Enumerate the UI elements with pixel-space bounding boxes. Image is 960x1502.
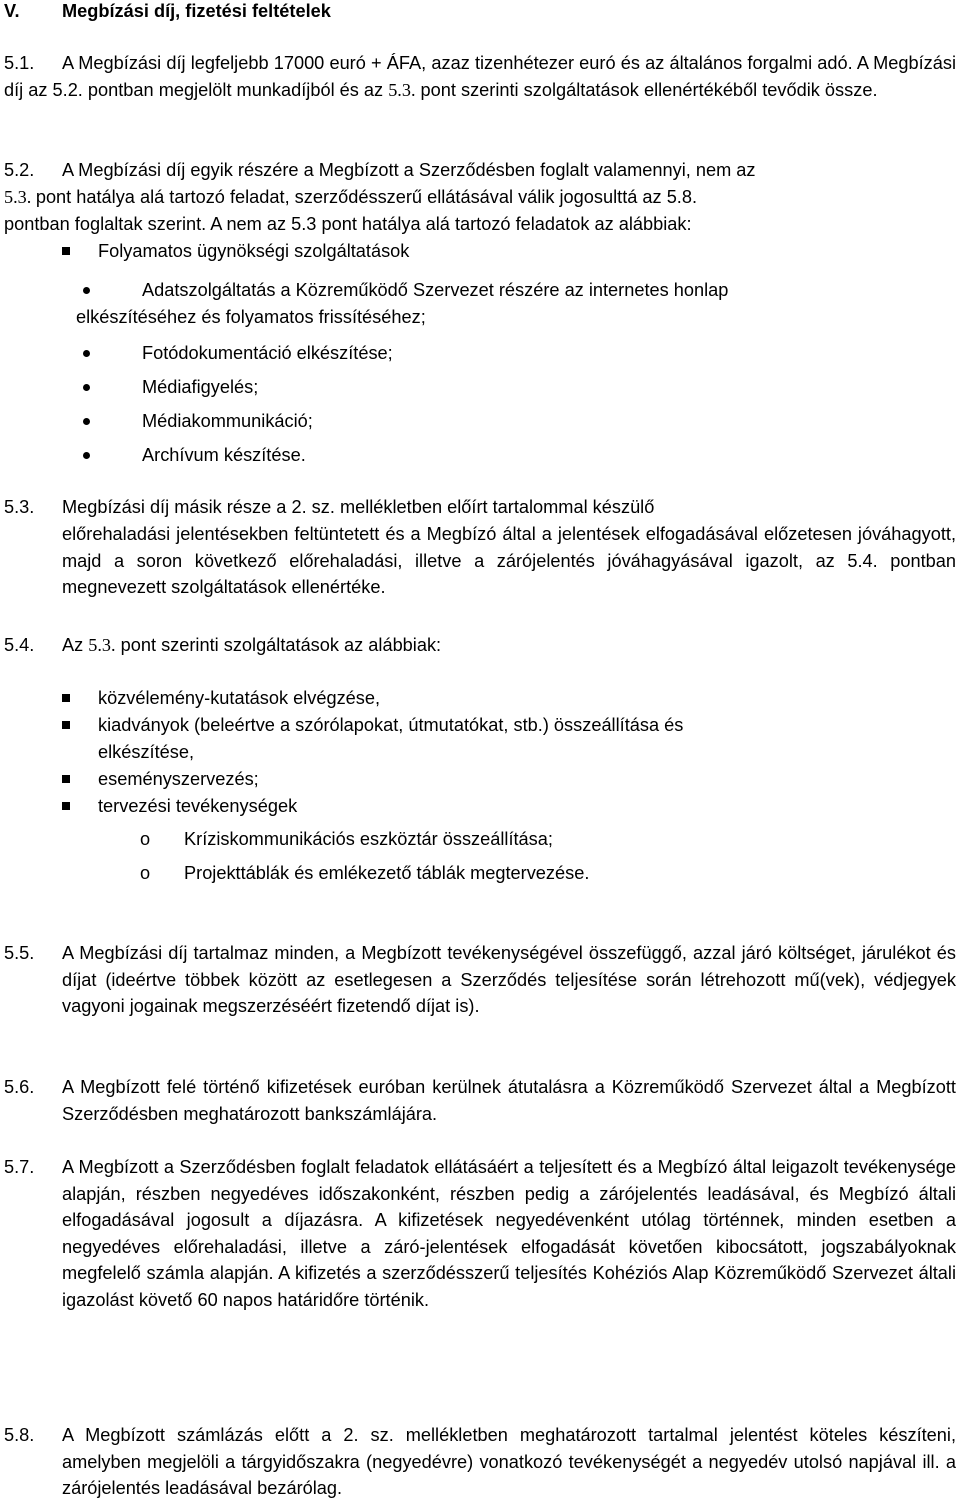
round-bullet-icon <box>83 287 90 294</box>
clause-text: A Megbízott a Szerződésben foglalt feladatok ellátásáért a teljesített és a Megbízó által leigazolt tevékenysége alapján, részben negyedéves időszakonként, részben pedig a zárójelentés leadásával, és Megbízó általi elfogadásával jogosult a díjazásra. A kifizetések negyedévenként utólag történnek, minden esetben a negyedéves előrehaladási, illetve a záró-jelentések elfogadását követően kibocsátott, jogszabályoknak megfelelő számla alapján. A kifizetés a szerződésszerű teljesítés Kohéziós Alap Közreműködő Szervezet általi igazolást követő 60 napos határidőre történik. <box>62 1157 956 1310</box>
square-bullet-icon <box>62 694 70 702</box>
clause-text: Az 5.3. pont szerinti szolgáltatások az alábbiak: <box>62 635 442 655</box>
clause-text: A Megbízási díj legfeljebb 17000 euró + ÁFA, azaz tizenhétezer euró és az általános forgalmi adó. A Megbízási díj az 5.2. pontban megjelölt munkadíjból és az 5.3. pont szerinti szolgáltatások ellenértékéből tevődik össze. <box>4 53 956 100</box>
heading-title: Megbízási díj, fizetési feltételek <box>62 1 331 21</box>
heading-number: V. <box>4 1 20 21</box>
clause-text: A Megbízott felé történő kifizetések euróban kerülnek átutalásra a Közreműködő Szervezet által a Megbízott Szerződésben meghatározott bankszámlájára. <box>62 1077 956 1124</box>
clause-number: 5.2. <box>4 160 35 180</box>
round-bullet-icon <box>83 384 90 391</box>
clause-text: A Megbízási díj tartalmaz minden, a Megbízott tevékenységével összefüggő, azzal járó költséget, járulékot és díjat (ideértve többek között az esetlegesen a Szerződés teljesítése során létrehozott mű(vek), védjegyek vagyoni jogainak megszerzéséért fizetendő díjat is). <box>62 943 956 1017</box>
square-bullet-icon <box>62 775 70 783</box>
square-bullet-icon <box>62 802 70 810</box>
clause-number: 5.8. <box>4 1425 35 1445</box>
clause-number: 5.7. <box>4 1157 35 1177</box>
clause-number: 5.6. <box>4 1077 35 1097</box>
square-bullet-icon <box>62 247 70 255</box>
document-page: V. Megbízási díj, fizetési feltételek 5.1. A Megbízási díj legfeljebb 17000 euró + ÁFA, azaz tizenhétezer euró és az általános forgalmi adó. A Megbízási díj az 5.2. pontban megjelölt munkadíjból és az 5.3. pont szerinti szolgáltatások ellenértékéből tevődik össze. 5.2. A Megbízási díj egyik részére a Megbízott a Szerződésben foglalt valamennyi, nem az 5.3. pont hatálya alá tartozó feladat, szerződésszerű ellátásával válik jogosulttá az 5.8. pontban foglaltak szerint. A nem az 5.3 pont hatálya alá tartozó feladatok az alábbiak: Folyamatos ügynökségi szolgáltatások Adatszolgáltatás a Közreműködő Szervezet részére az internetes honlap elkészítéséhez és folyamatos frissítéséhez; Fotódokumentáció elkészítése; Médiafigyelés; Médiakommunikáció; Archívum készítése. 5.3. Megbízási díj másik része a 2. sz. mellékletben előírt tartalommal készülő előrehaladási jelentésekben feltüntetett és a Megbízó által a jelentések elfogadásával előzetesen jóváhagyott, majd a soron következő előrehaladási, illetve a zárójelentés jóváhagyásával igazolt, az 5.4. pontban megnevezett szolgáltatások ellenértéke. 5.4. Az 5.3. pont szerinti szolgáltatások az alábbiak: közvélemény-kutatások elvégzése, kiadványok (beleértve a szórólapokat, útmutatókat, stb.) összeállítása és elkészítése, eseményszervezés; tervezési tevékenységek o Kríziskommunikációs eszköztár összeállítása; o Projekttáblák és emlékezető táblák megtervezése. 5.5. A Megbízási díj tartalmaz minden, a Megbízott tevékenységével összefüggő, azzal járó költséget, járulékot és díjat (ideértve többek között az esetlegesen a Szerződés teljesítése során létrehozott mű(vek), védjegyek vagyoni jogainak megszerzéséért fizetendő díjat is). 5.6. A Megbízott felé történő kifizetések euróban kerülnek átutalásra a Közreműködő Szervezet által a Megbízott Szerződésben meghatározott bankszámlájára. 5.7. A Megbízott a Szerződésben foglalt feladatok ellátásáért a teljesített és a Megbízó által leigazolt tevékenysége alapján, részben negyedéves időszakonként, részben pedig a zárójelentés leadásával, és Megbízó általi elfogadásával jogosult a díjazásra. A kifizetések negyedévenként utólag történnek, minden esetben a negyedéves előrehaladási, illetve a záró-jelentések elfogadását követően kibocsátott, jogszabályoknak megfelelő számla alapján. A kifizetés a szerződésszerű teljesítés Kohéziós Alap Közreműködő Szervezet általi igazolást követő 60 napos határidőre történik. 5.8. A Megbízott számlázás előtt a 2. sz. mellékletben meghatározott tartalmal jelentést köteles készíteni, amelyben megjelöli a tárgyidőszakra (negyedévre) vonatkozó tevékenységét a negyedév utolsó napjával ill. a zárójelentés leadásával bezárólag. <box>0 0 960 1499</box>
round-bullet-icon <box>83 350 90 357</box>
clause-number: 5.3. <box>4 497 35 517</box>
clause-number: 5.5. <box>4 943 35 963</box>
round-bullet-icon <box>83 452 90 459</box>
round-bullet-icon <box>83 418 90 425</box>
clause-text: A Megbízott számlázás előtt a 2. sz. mellékletben meghatározott tartalmal jelentést köteles készíteni, amelyben megjelöli a tárgyidőszakra (negyedévre) vonatkozó tevékenységét a negyedév utolsó napjával ill. a zárójelentés leadásával bezárólag. <box>62 1425 956 1499</box>
circle-bullet-icon: o <box>140 863 151 883</box>
clause-number: 5.4. <box>4 635 35 655</box>
clause-number: 5.1. <box>4 53 35 73</box>
circle-bullet-icon: o <box>140 829 151 849</box>
clause-text: Megbízási díj másik része a 2. sz. mellékletben előírt tartalommal készülő <box>62 497 655 517</box>
square-bullet-icon <box>62 721 70 729</box>
clause-text: A Megbízási díj egyik részére a Megbízott a Szerződésben foglalt valamennyi, nem az <box>62 160 756 180</box>
